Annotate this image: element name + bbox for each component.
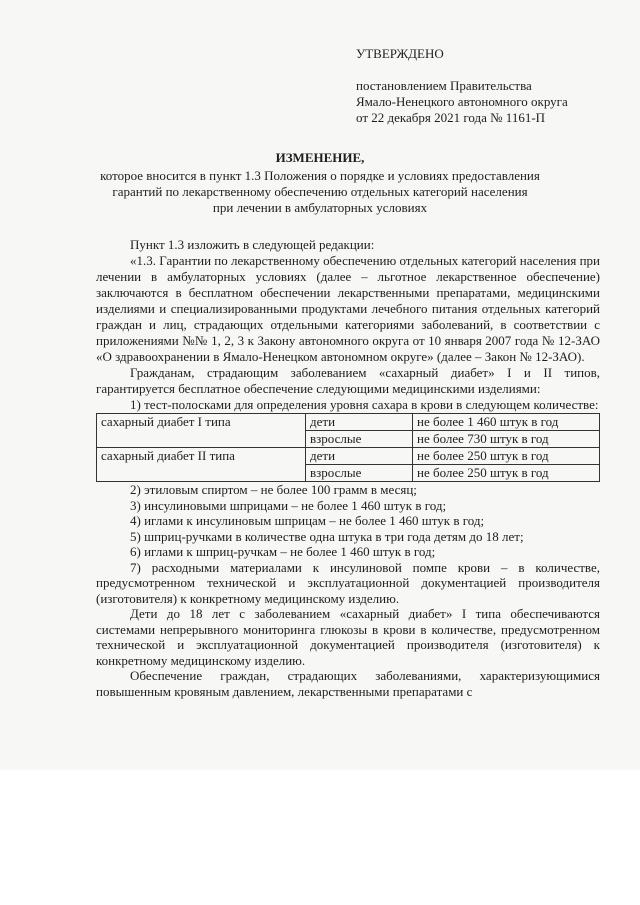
approval-stamp	[356, 46, 568, 126]
approval-line: от 22 декабря 2021 года № 1161-П	[356, 110, 546, 125]
title-line: гарантий по лекарственному обеспечению отдельных категорий населения	[112, 184, 528, 199]
document-title	[80, 150, 560, 216]
table-cell: не более 250 штук в год	[413, 465, 600, 482]
approval-line: Ямало-Ненецкого автономного округа	[356, 94, 568, 109]
title-line: которое вносится в пункт 1.3 Положения о порядке и условиях предоставления	[100, 168, 540, 183]
table-cell: не более 730 штук в год	[413, 431, 600, 448]
table-cell: дети	[306, 448, 413, 465]
table-cell: сахарный диабет II типа	[97, 448, 306, 482]
quantity-table	[96, 413, 600, 482]
list-item: 7) расходными материалами к инсулиновой помпе крови – в количестве, предусмотренном технической и эксплуатационной документацией производителя (изготовителя) к конкретному медицинскому изделию.	[96, 559, 600, 606]
paragraph: Гражданам, страдающим заболеванием «сахарный диабет» I и II типов, гарантируется бесплатное обеспечение следующими медицинскими изделиями:	[96, 365, 600, 396]
table-cell: взрослые	[306, 465, 413, 482]
list-item: 4) иглами к инсулиновым шприцам – не более 1 460 штук в год;	[130, 513, 485, 528]
table-cell: дети	[306, 414, 413, 431]
list-item: 5) шприц-ручками в количестве одна штука в три года детям до 18 лет;	[130, 528, 524, 544]
title-line: при лечении в амбулаторных условиях	[212, 200, 428, 215]
list-item: 2) этиловым спиртом – не более 100 грамм в месяц;	[130, 482, 417, 497]
list-item: 6) иглами к шприц-ручкам – не более 1 460 штук в год;	[130, 544, 436, 559]
table-row	[97, 448, 600, 465]
paragraph: 1) тест-полосками для определения уровня сахара в крови в следующем количестве:	[130, 397, 599, 412]
table-cell: не более 250 штук в год	[413, 448, 600, 465]
paragraph: «1.3. Гарантии по лекарственному обеспечению отдельных категорий населения при лечении в амбулаторных условиях (далее – льготное лекарственное обеспечение) заключаются в бесплатном обеспечении лекарственными препаратами, медицинскими изделиями и специализированными продуктами лечебного питания отдельных категорий граждан и лиц, страдающих отдельными категориями заболеваний, в соответствии с приложениями №№ 1, 2, 3 к Закону автономного округа от 10 января 2007 года № 12-ЗАО «О здравоохранении в Ямало-Ненецком автономном округе» (далее – Закон № 12-ЗАО).	[96, 253, 600, 364]
table-row	[97, 414, 600, 431]
paragraph: Обеспечение граждан, страдающих заболеваниями, характеризующимися повышенным кровяным давлением, лекарственными препаратами с	[96, 668, 600, 699]
list-item: 3) инсулиновыми шприцами – не более 1 460 штук в год;	[130, 497, 447, 513]
table-cell: сахарный диабет I типа	[97, 414, 306, 448]
table-cell: не более 1 460 штук в год	[413, 414, 600, 431]
approval-heading: УТВЕРЖДЕНО	[356, 46, 444, 61]
document-body	[96, 237, 600, 699]
paragraph: Дети до 18 лет с заболеванием «сахарный диабет» I типа обеспечиваются системами непрерывного мониторинга глюкозы в крови в количестве, предусмотренном технической и эксплуатационной документацией производителя (изготовителя) к конкретному медицинскому изделию.	[96, 606, 600, 668]
title-main: ИЗМЕНЕНИЕ,	[275, 150, 365, 165]
table-cell: взрослые	[306, 431, 413, 448]
paragraph: Пункт 1.3 изложить в следующей редакции:	[130, 237, 375, 252]
approval-line: постановлением Правительства	[356, 78, 532, 93]
